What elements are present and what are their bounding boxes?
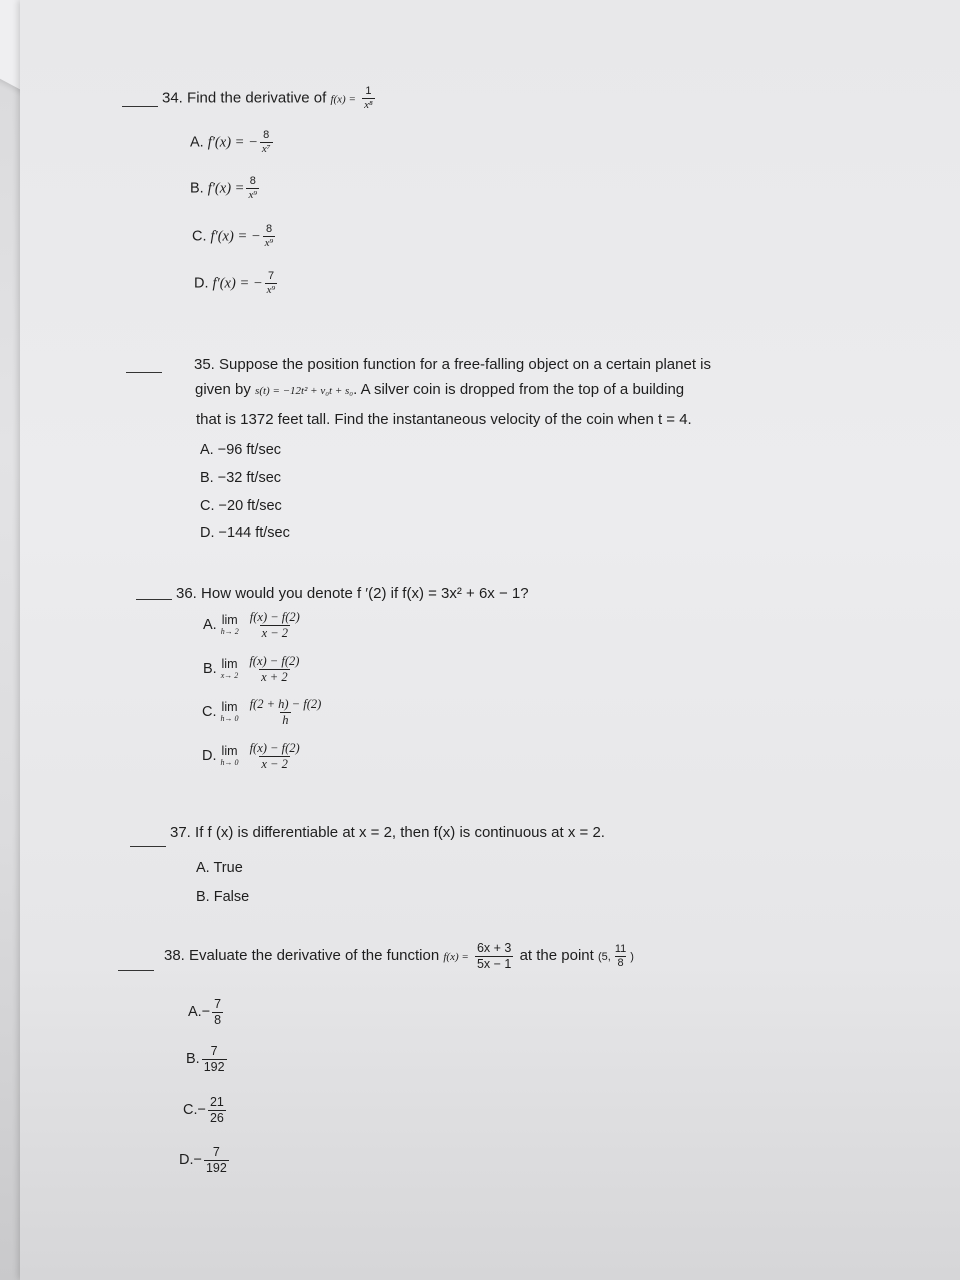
question-36 [176,585,529,602]
q37-option-a[interactable] [196,860,243,876]
q34-option-b[interactable] [190,176,261,201]
limit [221,658,239,680]
option-label: B. [186,1050,200,1067]
option-lhs: f′(x) = [207,180,245,197]
question-34 [162,86,377,111]
fraction-denominator: x⁹ [248,189,258,201]
option-fraction [246,176,259,201]
question-number: 34. [162,89,183,107]
fraction-denominator: 8 [617,956,624,969]
q35-option-c[interactable] [200,498,282,514]
function-fraction [475,942,513,970]
option-label: B. [190,180,204,197]
option-label: A. [188,1003,202,1020]
question-37 [170,824,605,841]
difference-quotient [248,742,302,770]
fraction-numerator: f(x) − f(2) [249,654,300,668]
fraction-denominator: x⁸ [364,99,373,111]
question-number: 35. [194,356,215,373]
q38-option-d[interactable] [179,1146,231,1174]
fraction-numerator: 7 [267,270,275,282]
option-label: D. [194,275,209,292]
question-35-line-2 [195,381,684,398]
q38-option-a[interactable] [188,998,225,1026]
fraction-denominator: 5x − 1 [476,956,512,971]
question-number: 37. [170,824,191,841]
option-fraction [204,1146,229,1174]
fraction-denominator: x⁷ [261,143,271,155]
worksheet-page [20,0,960,1280]
q34-option-c[interactable] [192,224,277,249]
point-open: (5, [597,950,611,963]
option-sign: − [197,1101,206,1118]
limit [221,701,239,723]
question-text: given by [195,381,251,398]
difference-quotient [248,611,302,639]
lim-subscript: h→ 0 [220,713,239,723]
lim-word: lim [221,657,238,672]
fraction-numerator: f(x) − f(2) [249,741,300,755]
limit [221,614,239,636]
option-label: D. [202,747,217,764]
function-lhs: f(x) = [330,93,356,106]
fraction-denominator: 192 [205,1160,227,1175]
difference-quotient [248,698,324,726]
q35-option-b[interactable] [200,470,281,486]
option-lhs: f′(x) = − [212,275,263,292]
option-label: A. [200,442,214,458]
option-label: D. [200,525,215,541]
option-label: C. [200,498,215,514]
lim-subscript: x→ 2 [220,670,239,680]
option-label: A. [190,134,204,151]
point-y-fraction [613,944,628,969]
option-text: −32 ft/sec [217,470,282,486]
option-lhs: f′(x) = − [207,134,258,151]
option-fraction [208,1096,226,1124]
q36-option-b[interactable] [203,655,303,683]
q36-option-d[interactable] [202,742,304,770]
option-text: −20 ft/sec [218,498,282,514]
limit [221,745,239,767]
fraction-numerator: 7 [210,1044,218,1058]
fraction-numerator: f(x) − f(2) [249,610,300,624]
q34-option-d[interactable] [194,271,279,296]
q35-option-d[interactable] [200,525,290,541]
option-text: True [213,860,243,876]
option-sign: − [193,1151,202,1168]
fraction-numerator: 7 [214,997,222,1011]
lim-word: lim [221,613,238,628]
fraction-numerator: 6x + 3 [476,941,512,955]
answer-blank-37[interactable] [130,846,166,847]
q35-option-a[interactable] [200,442,281,458]
question-38 [164,942,634,970]
q37-option-b[interactable] [196,889,249,905]
option-label: A. [203,616,217,633]
lim-subscript: h→ 0 [220,757,239,767]
option-label: B. [200,470,214,486]
q38-option-b[interactable] [186,1045,229,1073]
question-35-line-3 [196,411,692,428]
answer-blank-35[interactable] [126,372,162,373]
answer-blank-36[interactable] [136,599,172,600]
option-label: B. [196,889,210,905]
question-text: . A silver coin is dropped from the top of a building [353,381,685,398]
option-text: −96 ft/sec [217,442,282,458]
fraction-numerator: 8 [265,223,273,235]
fraction-denominator: 26 [209,1110,224,1125]
q34-option-a[interactable] [190,130,275,155]
question-prompt: If f (x) is differentiable at x = 2, then f(x) is continuous at x = 2. [195,824,605,841]
option-label: A. [196,860,210,876]
option-label: C. [202,703,217,720]
option-fraction [263,224,276,249]
question-prompt: Find the derivative of [187,89,327,107]
option-label: B. [203,660,217,677]
q36-option-a[interactable] [203,611,304,639]
option-fraction [202,1045,227,1073]
question-35-line-1 [194,356,711,373]
option-sign: − [201,1003,211,1020]
question-number: 36. [176,585,197,602]
option-label: D. [179,1151,194,1168]
option-label: C. [192,228,207,245]
q36-option-c[interactable] [202,698,325,726]
option-fraction [265,271,278,296]
fraction-denominator: 8 [214,1012,222,1027]
option-text: −144 ft/sec [218,525,290,541]
lim-word: lim [221,700,238,715]
question-text: that is 1372 feet tall. Find the instantaneous velocity of the coin when t = 4. [196,411,692,428]
fraction-numerator: 8 [249,175,256,187]
fraction-denominator: x⁹ [266,284,276,296]
question-number: 38. [164,946,185,964]
option-fraction [212,998,223,1026]
fraction-numerator: 11 [614,942,627,955]
fraction-denominator: x − 2 [261,625,289,640]
point-close: ) [630,950,634,963]
lim-word: lim [221,744,238,759]
function-fraction [362,86,375,111]
fraction-denominator: x − 2 [261,756,288,771]
difference-quotient [247,655,301,683]
lim-subscript: h→ 2 [220,626,239,636]
fraction-numerator: 1 [365,85,372,97]
function-lhs: f(x) = [443,950,469,963]
option-lhs: f′(x) = − [210,228,261,245]
fraction-numerator: 7 [212,1145,220,1159]
question-text: Suppose the position function for a free-falling object on a certain planet is [219,356,712,373]
fraction-numerator: 21 [209,1095,224,1109]
answer-blank-38[interactable] [118,970,154,971]
point-prefix: at the point [519,946,594,964]
fraction-denominator: h [282,712,289,727]
answer-blank-34[interactable] [122,106,158,107]
fraction-denominator: x⁹ [264,237,274,249]
fraction-denominator: 192 [203,1059,225,1074]
q38-option-c[interactable] [183,1096,228,1124]
question-prompt: Evaluate the derivative of the function [189,946,440,964]
fraction-numerator: f(2 + h) − f(2) [249,697,322,711]
fraction-denominator: x + 2 [261,669,288,684]
option-label: C. [183,1101,198,1118]
option-fraction [260,130,273,155]
question-prompt: How would you denote f ′(2) if f(x) = 3x² + 6x − 1? [201,585,529,602]
option-text: False [213,889,250,905]
fraction-numerator: 8 [263,129,270,141]
position-function: s(t) = −12t² + v₀t + s₀ [255,385,354,397]
